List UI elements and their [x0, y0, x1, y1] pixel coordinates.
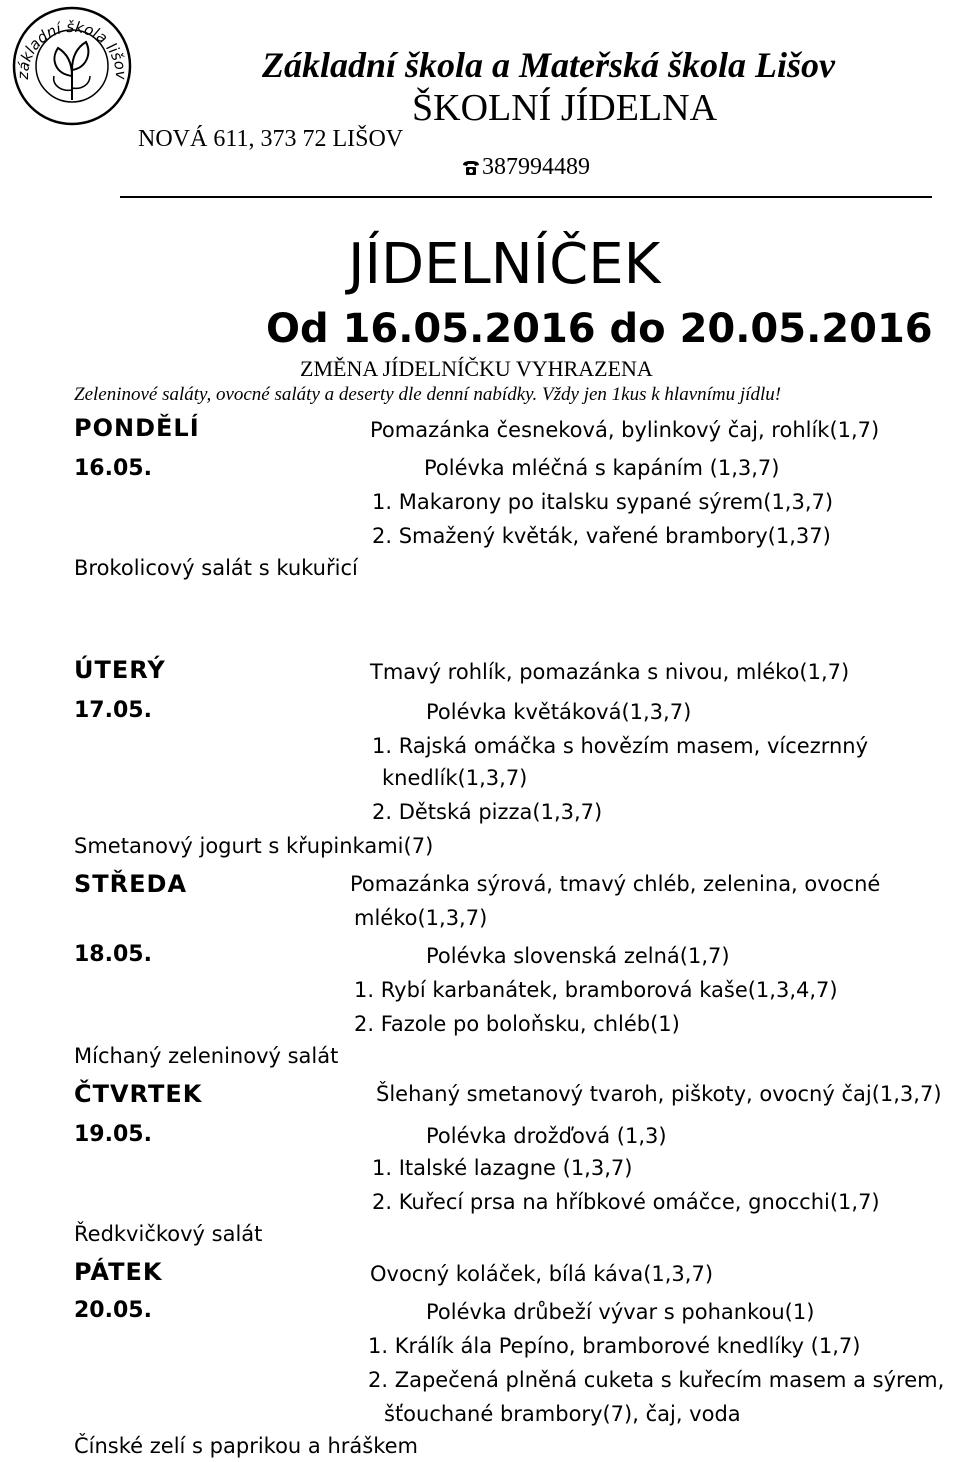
salad-friday: Čínské zelí s paprikou a hráškem	[74, 1434, 418, 1458]
breakfast-monday: Pomazánka česneková, bylinkový čaj, rohlík(1,7)	[370, 418, 880, 442]
date-monday: 16.05.	[74, 456, 152, 481]
main2-friday: 2. Zapečená plněná cuketa s kuřecím masem a sýrem,	[368, 1368, 945, 1392]
main2-thursday: 2. Kuřecí prsa na hříbkové omáčce, gnocchi(1,7)	[372, 1190, 880, 1214]
day-name-wednesday: STŘEDA	[74, 870, 188, 898]
school-logo	[10, 4, 134, 128]
date-friday: 20.05.	[74, 1298, 152, 1323]
soup-tuesday: Polévka květáková(1,3,7)	[426, 700, 692, 724]
breakfast-wednesday: Pomazánka sýrová, tmavý chléb, zelenina, ovocné	[350, 872, 881, 896]
soup-monday: Polévka mléčná s kapáním (1,3,7)	[424, 456, 780, 480]
breakfast-cont-wednesday: mléko(1,3,7)	[354, 906, 488, 930]
phone-line	[462, 154, 590, 181]
breakfast-friday: Ovocný koláček, bílá káva(1,3,7)	[370, 1262, 714, 1286]
main1-friday: 1. Králík ála Pepíno, bramborové knedlíky (1,7)	[368, 1334, 861, 1358]
date-thursday: 19.05.	[74, 1122, 152, 1147]
logo-text: základní škola lišov	[13, 17, 131, 80]
main2-monday: 2. Smažený květák, vařené brambory(1,37)	[372, 524, 831, 548]
salad-monday: Brokolicový salát s kukuřicí	[74, 556, 358, 580]
day-name-tuesday: ÚTERÝ	[74, 656, 166, 684]
salad-tuesday: Smetanový jogurt s křupinkami(7)	[74, 834, 434, 858]
date-tuesday: 17.05.	[74, 698, 152, 723]
date-wednesday: 18.05.	[74, 942, 152, 967]
date-range: Od 16.05.2016 do 20.05.2016	[266, 306, 933, 352]
main1-wednesday: 1. Rybí karbanátek, bramborová kaše(1,3,4,7)	[354, 978, 838, 1002]
canteen-name: ŠKOLNÍ JÍDELNA	[412, 87, 718, 129]
school-name: Základní škola a Mateřská škola Lišov	[262, 45, 836, 85]
school-address: NOVÁ 611, 373 72 LIŠOV	[138, 126, 404, 152]
breakfast-thursday: Šlehaný smetanový tvaroh, piškoty, ovocný čaj(1,3,7)	[376, 1082, 942, 1106]
header-divider	[120, 196, 932, 198]
phone-number: 387994489	[482, 154, 590, 180]
info-note: Zeleninové saláty, ovocné saláty a deserty dle denní nabídky. Vždy jen 1kus k hlavnímu jídlu!	[74, 384, 782, 405]
soup-thursday: Polévka drožďová (1,3)	[426, 1124, 667, 1148]
day-name-friday: PÁTEK	[74, 1258, 163, 1286]
main1-cont-tuesday: knedlík(1,3,7)	[382, 766, 528, 790]
main2-cont-friday: šťouchané brambory(7), čaj, voda	[384, 1402, 741, 1426]
main1-monday: 1. Makarony po italsku sypané sýrem(1,3,7)	[372, 490, 834, 514]
main2-wednesday: 2. Fazole po boloňsku, chléb(1)	[354, 1012, 680, 1036]
soup-friday: Polévka drůbeží vývar s pohankou(1)	[426, 1300, 815, 1324]
main2-tuesday: 2. Dětská pizza(1,3,7)	[372, 800, 603, 824]
breakfast-tuesday: Tmavý rohlík, pomazánka s nivou, mléko(1,7)	[370, 660, 850, 684]
main1-tuesday: 1. Rajská omáčka s hovězím masem, vícezrnný	[372, 734, 869, 758]
soup-wednesday: Polévka slovenská zelná(1,7)	[426, 944, 730, 968]
page-title: JÍDELNÍČEK	[348, 232, 661, 297]
salad-thursday: Ředkvičkový salát	[74, 1222, 263, 1246]
salad-wednesday: Míchaný zeleninový salát	[74, 1044, 339, 1068]
telephone-icon	[462, 160, 480, 176]
day-name-monday: PONDĚLÍ	[74, 414, 200, 442]
main1-thursday: 1. Italské lazagne (1,3,7)	[372, 1156, 633, 1180]
day-name-thursday: ČTVRTEK	[74, 1080, 203, 1108]
change-notice: ZMĚNA JÍDELNÍČKU VYHRAZENA	[300, 356, 653, 381]
